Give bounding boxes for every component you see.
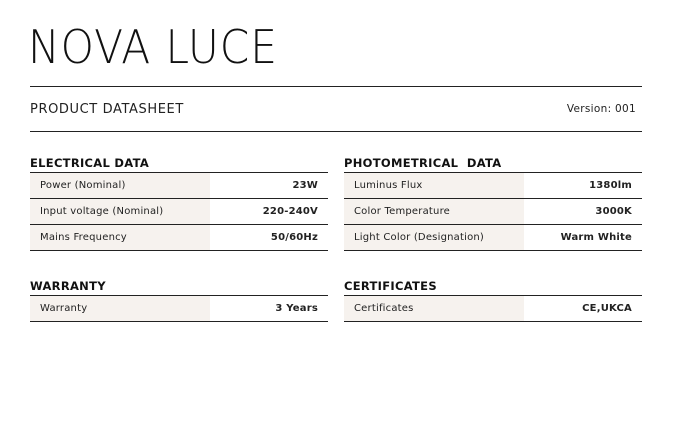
electrical-data-section: [30, 154, 328, 251]
table-row: [30, 199, 328, 225]
row-label: Light Color (Designation): [344, 225, 524, 250]
version-label: Version: 001: [566, 103, 636, 115]
table-row: [344, 173, 642, 199]
brand-logo: NOVA LUCE: [28, 20, 278, 74]
table-row: [30, 225, 328, 251]
section-title: PHOTOMETRICAL DATA: [344, 154, 642, 173]
row-label: Certificates: [344, 296, 524, 321]
document-title: PRODUCT DATASHEET: [30, 101, 184, 117]
row-value: 1380lm: [589, 180, 632, 191]
row-value: 23W: [292, 180, 318, 191]
row-value: Warm White: [560, 232, 632, 243]
section-title: WARRANTY: [30, 277, 328, 296]
certificates-section: [344, 277, 642, 322]
row-label: Mains Frequency: [30, 225, 210, 250]
row-label: Warranty: [30, 296, 210, 321]
section-title: ELECTRICAL DATA: [30, 154, 328, 173]
row-value: 3 Years: [275, 303, 318, 314]
warranty-section: [30, 277, 328, 322]
row-label: Luminus Flux: [344, 173, 524, 198]
datasheet-header: [30, 88, 642, 130]
table-row: [344, 225, 642, 251]
row-value: 220-240V: [262, 206, 318, 217]
row-label: Power (Nominal): [30, 173, 210, 198]
top-divider: [30, 86, 642, 87]
section-title: CERTIFICATES: [344, 277, 642, 296]
photometrical-data-section: [344, 154, 642, 251]
table-row: [344, 199, 642, 225]
row-value: CE,UKCA: [582, 303, 632, 314]
table-row: [30, 173, 328, 199]
table-row: [344, 296, 642, 322]
header-divider: [30, 131, 642, 132]
row-label: Input voltage (Nominal): [30, 199, 210, 224]
row-value: 3000K: [595, 206, 632, 217]
table-row: [30, 296, 328, 322]
row-label: Color Temperature: [344, 199, 524, 224]
row-value: 50/60Hz: [270, 232, 318, 243]
